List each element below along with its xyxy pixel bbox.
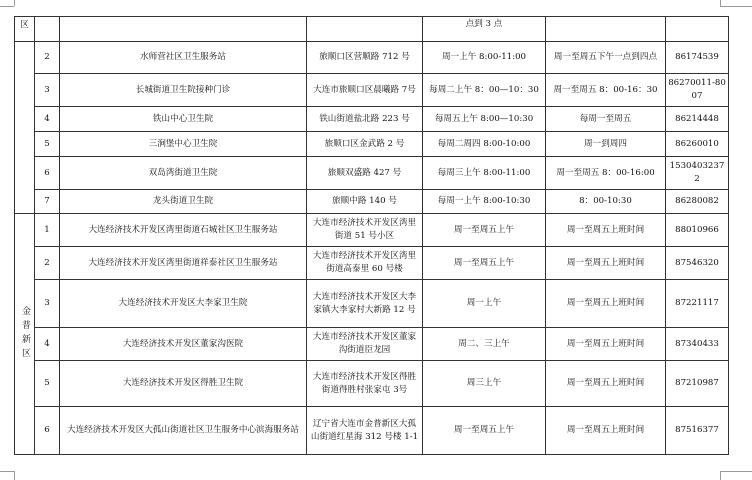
phone-number: 87210987 (666, 361, 729, 407)
row-number: 2 (35, 42, 60, 74)
crop-mark (720, 0, 721, 6)
site-name: 大连经济技术开发区湾里街道石城社区卫生服务站 (60, 214, 307, 247)
phone-number: 87340433 (666, 328, 729, 361)
office-hours: 8：00-10:30 (546, 190, 666, 214)
phone-number: 87221117 (666, 280, 729, 328)
site-name: 大连经济技术开发区大李家卫生院 (60, 280, 307, 328)
vaccination-time: 每周二上午 8：00—10：30 (423, 74, 546, 107)
crop-mark (0, 6, 14, 7)
site-address: 大连市经济技术开发区得胜街道得胜村张家屯 3号 (307, 361, 423, 407)
site-address: 大连市旅顺口区晨曦路 7号 (307, 74, 423, 107)
phone-number: 87516377 (666, 407, 729, 455)
phone-number: 86260010 (666, 132, 729, 157)
site-name: 龙头街道卫生院 (60, 190, 307, 214)
vaccination-time: 周一上午 8:00-11:00 (423, 42, 546, 74)
site-name: 长城街道卫生院接种门诊 (60, 74, 307, 107)
phone-number: 15304032372 (666, 157, 729, 190)
phone-number: 86270011-8007 (666, 74, 729, 107)
table-row (15, 74, 729, 107)
row-number: 2 (35, 247, 60, 280)
row-number: 6 (35, 407, 60, 455)
phone-number: 86214448 (666, 107, 729, 132)
table-row (15, 407, 729, 455)
crop-mark (0, 471, 14, 472)
office-hours: 周一至周五上班时间 (546, 407, 666, 455)
site-name: 大连经济技术开发区得胜卫生院 (60, 361, 307, 407)
vaccination-time: 周一至周五上午 (423, 407, 546, 455)
vaccination-time: 周一上午 (423, 280, 546, 328)
site-name: 大连经济技术开发区大孤山街道社区卫生服务中心滨海服务站 (60, 407, 307, 455)
crop-mark (720, 6, 752, 7)
office-hours: 周一至周五上班时间 (546, 280, 666, 328)
site-address: 旅顺口区营顺路 712 号 (307, 42, 423, 74)
district-label: 金普新区 (15, 214, 35, 455)
district-cell: 区 (15, 17, 35, 42)
site-address: 旅顺口区金武路 2 号 (307, 132, 423, 157)
office-hours: 周一至周五上班时间 (546, 328, 666, 361)
office-hours: 周一至周五下午一点到四点 (546, 42, 666, 74)
row-number: 3 (35, 280, 60, 328)
crop-mark (720, 471, 752, 472)
site-address: 大连市经济技术开发区大李家镇大李家村大新路 12 号 (307, 280, 423, 328)
row-number: 7 (35, 190, 60, 214)
site-name: 水师营社区卫生服务站 (60, 42, 307, 74)
site-name: 大连经济技术开发区董家沟医院 (60, 328, 307, 361)
office-hours: 周一至周五上班时间 (546, 214, 666, 247)
phone-number: 86280082 (666, 190, 729, 214)
crop-mark (720, 471, 721, 480)
crop-mark (14, 471, 15, 480)
row-number: 4 (35, 328, 60, 361)
vaccination-time: 周一至周五上午 (423, 214, 546, 247)
table-row (15, 328, 729, 361)
site-address: 辽宁省大连市金普新区大孤山街道红星海 312 号楼 1-1 (307, 407, 423, 455)
row-number: 5 (35, 361, 60, 407)
site-address: 旅顺双盛路 427 号 (307, 157, 423, 190)
office-hours: 周一至周五上班时间 (546, 361, 666, 407)
table-row (15, 214, 729, 247)
site-address: 铁山街道盐北路 223 号 (307, 107, 423, 132)
row-number: 5 (35, 132, 60, 157)
site-address: 大连市经济技术开发区湾里街道高泰里 60 号楼 (307, 247, 423, 280)
table-row (15, 247, 729, 280)
row-number: 4 (35, 107, 60, 132)
phone-number: 88010966 (666, 214, 729, 247)
vaccination-time: 每周一上午 8:00-10:30 (423, 190, 546, 214)
vaccination-time: 周二、三上午 (423, 328, 546, 361)
phone-number: 86174539 (666, 42, 729, 74)
office-hours: 周一至周五 8：00-16：30 (546, 74, 666, 107)
office-hours: 每周一至周五 (546, 107, 666, 132)
office-hours: 周一至周五上班时间 (546, 247, 666, 280)
site-address: 大连市经济技术开发区董家沟街道臣龙园 (307, 328, 423, 361)
table-row (15, 132, 729, 157)
vaccination-time: 每周三上午 8:00-11:00 (423, 157, 546, 190)
office-hours: 周一至周五 8：00-16:00 (546, 157, 666, 190)
table-row (15, 190, 729, 214)
site-name: 铁山中心卫生院 (60, 107, 307, 132)
site-name: 双岛湾街道卫生院 (60, 157, 307, 190)
vaccination-time: 周一至周五上午 (423, 247, 546, 280)
vaccination-time: 每周二周四 8:00-10:00 (423, 132, 546, 157)
office-hours: 周一到周四 (546, 132, 666, 157)
table-row (15, 107, 729, 132)
table-row (15, 42, 729, 74)
row-number: 1 (35, 214, 60, 247)
site-name: 大连经济技术开发区湾里街道祥泰社区卫生服务站 (60, 247, 307, 280)
table-row (15, 361, 729, 407)
table-row (15, 280, 729, 328)
row-number: 3 (35, 74, 60, 107)
vaccination-time: 周三上午 (423, 361, 546, 407)
vaccination-time: 每周五上午 8:00—10:30 (423, 107, 546, 132)
row-number: 6 (35, 157, 60, 190)
site-address: 旅顺中路 140 号 (307, 190, 423, 214)
table-row (15, 157, 729, 190)
site-name: 三涧堡中心卫生院 (60, 132, 307, 157)
vaccination-time-cell: 点到 3 点 (423, 17, 546, 42)
vaccination-sites-table (14, 16, 729, 455)
table-row (15, 17, 729, 42)
site-address: 大连市经济技术开发区湾里街道 51 号小区 (307, 214, 423, 247)
phone-number: 87546320 (666, 247, 729, 280)
crop-mark (14, 0, 15, 6)
